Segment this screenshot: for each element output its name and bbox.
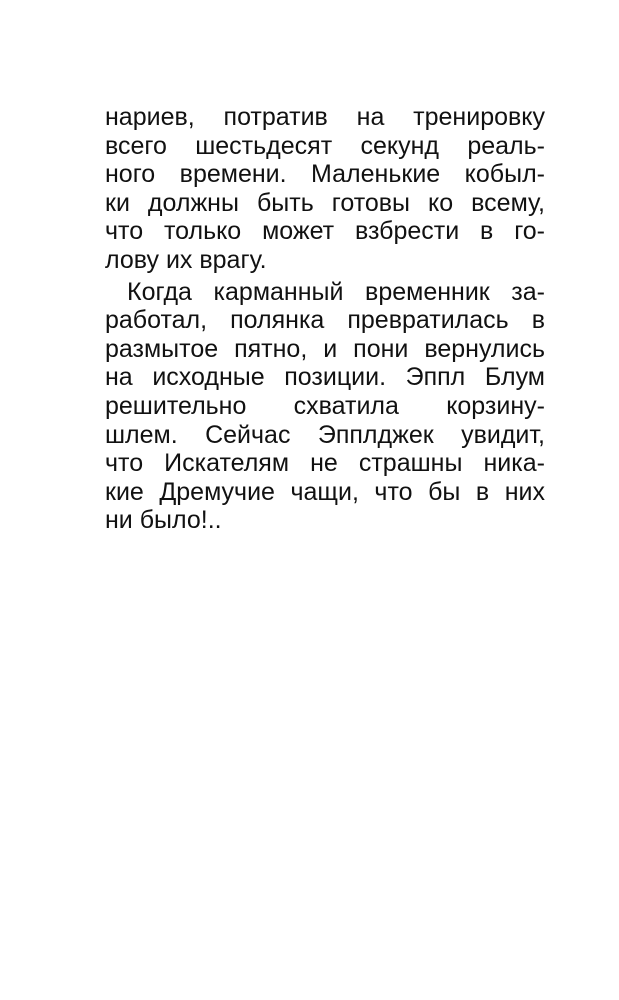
text-line: нариев, потратив на тренировку (105, 103, 545, 131)
text-line: размытое пятно, и пони вернулись (105, 334, 545, 363)
text-line: что только может взбрести в го- (105, 217, 545, 246)
text-line: шлем. Сейчас Эпплджек увидит, (105, 420, 545, 449)
text-line: на исходные позиции. Эппл Блум (105, 363, 545, 392)
text-line: ки должны быть готовы ко всему, (105, 188, 545, 217)
paragraph-1 (105, 103, 545, 275)
paragraph-2 (105, 278, 545, 535)
text-line: лову их врагу. (105, 245, 267, 274)
body-text (105, 103, 545, 535)
text-line: ни было!.. (105, 506, 222, 535)
text-line: кие Дремучие чащи, что бы в них (105, 477, 545, 506)
text-line: решительно схватила корзину- (105, 391, 545, 420)
text-line: работал, полянка превратилась в (105, 306, 545, 335)
text-line: Когда карманный временник за- (127, 277, 545, 306)
text-line: ного времени. Маленькие кобыл- (105, 160, 545, 189)
text-line: всего шестьдесят секунд реаль- (105, 131, 545, 160)
text-line: что Искателям не страшны ника- (105, 449, 545, 478)
